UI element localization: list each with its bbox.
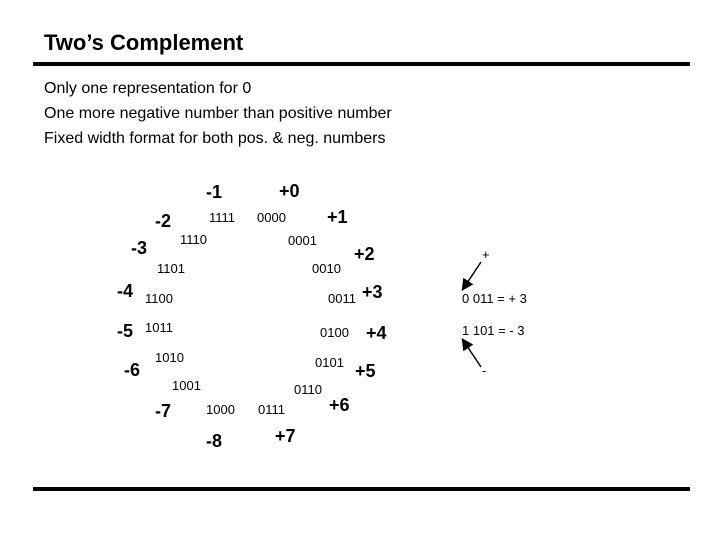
wheel-binary: 0111	[258, 402, 285, 417]
wheel-binary: 1001	[172, 378, 201, 393]
wheel-decimal: +3	[362, 282, 383, 302]
minus-sign: -	[482, 363, 487, 378]
wheel-decimal: +6	[329, 395, 350, 415]
wheel-decimal: -6	[124, 360, 141, 380]
arrow-up-right	[465, 262, 481, 286]
wheel-decimal: -2	[155, 211, 172, 231]
wheel-binary: 0010	[312, 261, 341, 276]
wheel-decimal: +0	[279, 181, 300, 201]
wheel-decimal: -4	[117, 281, 134, 301]
wheel-binary: 1010	[155, 350, 184, 365]
wheel-binary: 1100	[145, 291, 173, 306]
wheel-decimal: -3	[131, 238, 148, 258]
wheel-decimal: -8	[206, 431, 223, 451]
wheel-binary: 0101	[315, 355, 344, 370]
wheel-decimal: -7	[155, 401, 172, 421]
wheel-binary: 0000	[257, 210, 286, 225]
wheel-binary: 0011	[328, 291, 356, 306]
wheel-binary: 0001	[288, 233, 317, 248]
wheel-decimal: +5	[355, 361, 376, 381]
wheel-decimal: +7	[275, 426, 296, 446]
arrow-down-left	[465, 343, 481, 367]
wheel-decimal: +2	[354, 244, 375, 264]
wheel-decimal: +4	[366, 323, 387, 343]
bullet-item: Only one representation for 0	[44, 80, 252, 97]
slide-title: Two’s Complement	[44, 30, 244, 55]
wheel-decimal: -1	[206, 182, 223, 202]
wheel-binary: 0100	[320, 325, 349, 340]
wheel-binary: 0110	[294, 382, 322, 397]
bullet-item: Fixed width format for both pos. & neg. numbers	[44, 130, 386, 147]
footer-divider	[33, 487, 690, 491]
bullet-item: One more negative number than positive number	[44, 105, 392, 122]
plus-sign: +	[482, 247, 490, 262]
wheel-binary: 1110	[180, 232, 207, 247]
wheel-binary: 1011	[145, 320, 173, 335]
wheel-binary: 1101	[157, 261, 185, 276]
example-line-2: 1 101 = - 3	[462, 323, 525, 338]
wheel-binary: 1111	[209, 210, 236, 225]
wheel-decimal: -5	[117, 321, 134, 341]
wheel-binary: 1000	[206, 402, 235, 417]
wheel-decimal: +1	[327, 207, 348, 227]
example-line-1: 0 011 = + 3	[462, 291, 527, 306]
